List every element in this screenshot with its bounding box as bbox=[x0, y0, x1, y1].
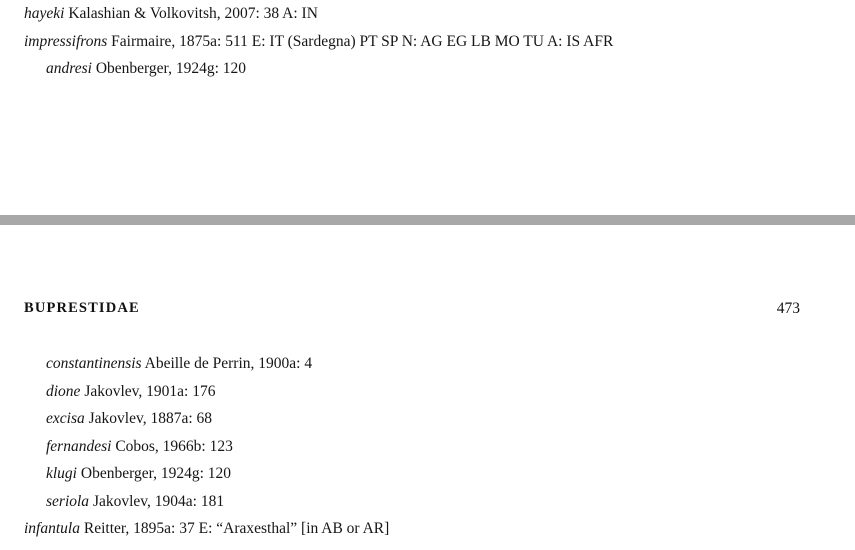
taxon-name: impressifrons bbox=[24, 32, 108, 50]
page-number: 473 bbox=[776, 300, 800, 317]
catalogue-entry bbox=[0, 515, 855, 543]
taxon-name: klugi bbox=[46, 465, 77, 482]
taxon-name: seriola bbox=[46, 492, 90, 510]
taxon-name: andresi bbox=[46, 60, 92, 77]
catalogue-entry bbox=[0, 433, 855, 461]
catalogue-entry bbox=[0, 28, 855, 56]
catalogue-entry bbox=[0, 405, 855, 433]
catalogue-entry bbox=[0, 350, 855, 378]
running-head bbox=[0, 300, 855, 326]
catalogue-entry bbox=[0, 488, 855, 516]
taxon-citation: Reitter, 1895a: 37 E: “Araxesthal” [in AB or AR] bbox=[83, 520, 390, 537]
taxon-name: hayeki bbox=[24, 5, 65, 22]
taxon-citation: Jakovlev, 1901a: 176 bbox=[84, 382, 216, 400]
taxon-citation: Jakovlev, 1887a: 68 bbox=[88, 410, 213, 427]
catalogue-entries-bottom bbox=[0, 350, 855, 543]
catalogue-entry bbox=[0, 55, 855, 83]
taxon-name: dione bbox=[46, 382, 81, 400]
taxon-citation: Kalashian & Volkovitsh, 2007: 38 A: IN bbox=[68, 5, 318, 22]
taxon-citation: Obenberger, 1924g: 120 bbox=[80, 465, 232, 482]
taxon-citation: Obenberger, 1924g: 120 bbox=[95, 60, 246, 77]
catalogue-entry bbox=[0, 460, 855, 488]
taxon-name: excisa bbox=[46, 410, 85, 427]
taxon-citation: Fairmaire, 1875a: 511 E: IT (Sardegna) PT SP N: AG EG LB MO TU A: IS AFR bbox=[111, 32, 614, 50]
page-separator-band bbox=[0, 215, 855, 225]
catalogue-entry bbox=[0, 0, 855, 28]
catalogue-entry bbox=[0, 378, 855, 406]
catalogue-entries-top bbox=[0, 0, 855, 83]
taxon-citation: Jakovlev, 1904a: 181 bbox=[92, 492, 225, 510]
running-head-title: BUPRESTIDAE bbox=[24, 300, 140, 316]
taxon-name: fernandesi bbox=[46, 437, 112, 455]
taxon-citation: Abeille de Perrin, 1900a: 4 bbox=[144, 355, 313, 372]
taxon-name: infantula bbox=[24, 520, 80, 537]
taxon-name: constantinensis bbox=[46, 355, 142, 372]
taxon-citation: Cobos, 1966b: 123 bbox=[115, 437, 233, 455]
